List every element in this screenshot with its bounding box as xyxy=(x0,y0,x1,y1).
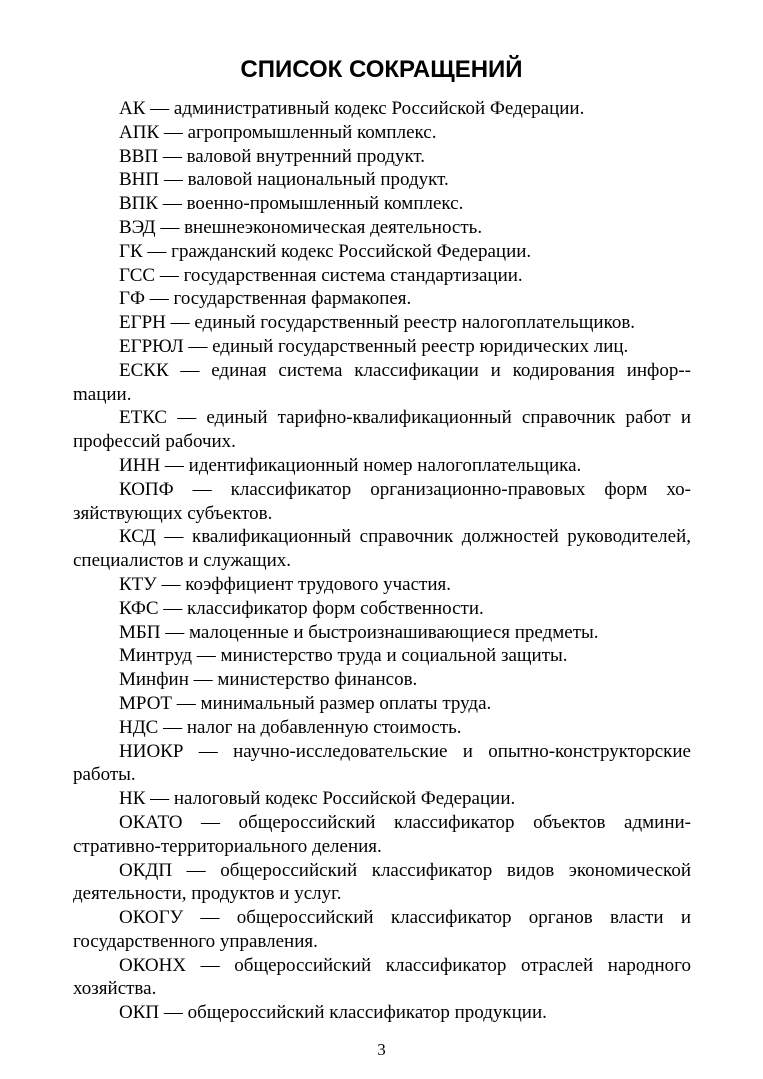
abbreviation-entry: АК — административный кодекс Российской Федерации. xyxy=(119,98,585,119)
abbreviation-entry: ВЭД — внешнеэкономическая деятельность. xyxy=(119,216,483,238)
abbreviation-entry: МБП — малоценные и быстроизнашивающиеся предметы. xyxy=(119,621,599,643)
abbreviation-entry: Минфин — министерство финансов. xyxy=(119,669,418,691)
abbreviation-entry: ЕГРН — единый государственный реестр налогоплательщиков. xyxy=(119,312,636,334)
abbreviation-list xyxy=(73,97,691,1025)
abbreviation-entry: ГСС — государственная система стандартизации. xyxy=(119,264,523,286)
abbreviation-entry: ВВП — валовой внутренний продукт. xyxy=(119,145,426,167)
abbreviation-entry: ГФ — государственная фармакопея. xyxy=(119,288,412,310)
abbreviation-entry: НДС — налог на добавленную стоимость. xyxy=(119,716,462,738)
abbreviation-entry: ВНП — валовой национальный продукт. xyxy=(119,169,449,191)
abbreviation-entry: ЕСКК — единая система классификации и кодирования инфор-mации. xyxy=(73,359,691,405)
abbreviation-entry: ГК — гражданский кодекс Российской Федерации. xyxy=(119,240,532,262)
abbreviation-entry: НК — налоговый кодекс Российской Федерации. xyxy=(119,788,516,810)
abbreviation-entry: ОКДП — общероссийский классификатор видов экономической деятельности, продуктов и услуг. xyxy=(73,859,691,905)
abbreviation-entry: КТУ — коэффициент трудового участия. xyxy=(119,573,451,595)
page-number: 3 xyxy=(377,1040,386,1059)
abbreviation-entry: ЕГРЮЛ — единый государственный реестр юридических лиц. xyxy=(119,335,629,357)
abbreviation-entry: Минтруд — министерство труда и социальной защиты. xyxy=(119,645,568,667)
abbreviation-entry: ИНН — идентификационный номер налогоплательщика. xyxy=(119,454,582,476)
abbreviation-entry: КОПФ — классификатор организационно-правовых форм хозяйствующих субъектов. xyxy=(73,478,691,524)
abbreviation-entry: НИОКР — научно-исследовательские и опытно-конструкторские работы. xyxy=(73,740,691,786)
abbreviation-entry: ОКП — общероссийский классификатор продукции. xyxy=(119,1002,547,1024)
abbreviation-entry: МРОТ — минимальный размер оплаты труда. xyxy=(119,692,492,714)
abbreviation-entry: АПК — агропромышленный комплекс. xyxy=(119,121,437,143)
abbreviation-entry: ОКАТО — общероссийский классификатор объектов административно-территориального деления. xyxy=(73,811,691,857)
page-title: СПИСОК СОКРАЩЕНИЙ xyxy=(240,56,523,83)
abbreviation-entry: КСД — квалификационный справочник должностей руководителей, специалистов и служащих. xyxy=(73,526,691,572)
abbreviation-entry: ОКОГУ — общероссийский классификатор органов власти и государственного управления. xyxy=(73,907,691,952)
abbreviation-entry: ВПК — военно-промышленный комплекс. xyxy=(119,193,464,215)
abbreviation-entry: ЕТКС — единый тарифно-квалификационный справочник работ и профессий рабочих. xyxy=(73,407,691,453)
abbreviation-entry: ОКОНХ — общероссийский классификатор отраслей народного хозяйства. xyxy=(73,954,691,1000)
abbreviation-entry: КФС — классификатор форм собственности. xyxy=(119,597,484,619)
